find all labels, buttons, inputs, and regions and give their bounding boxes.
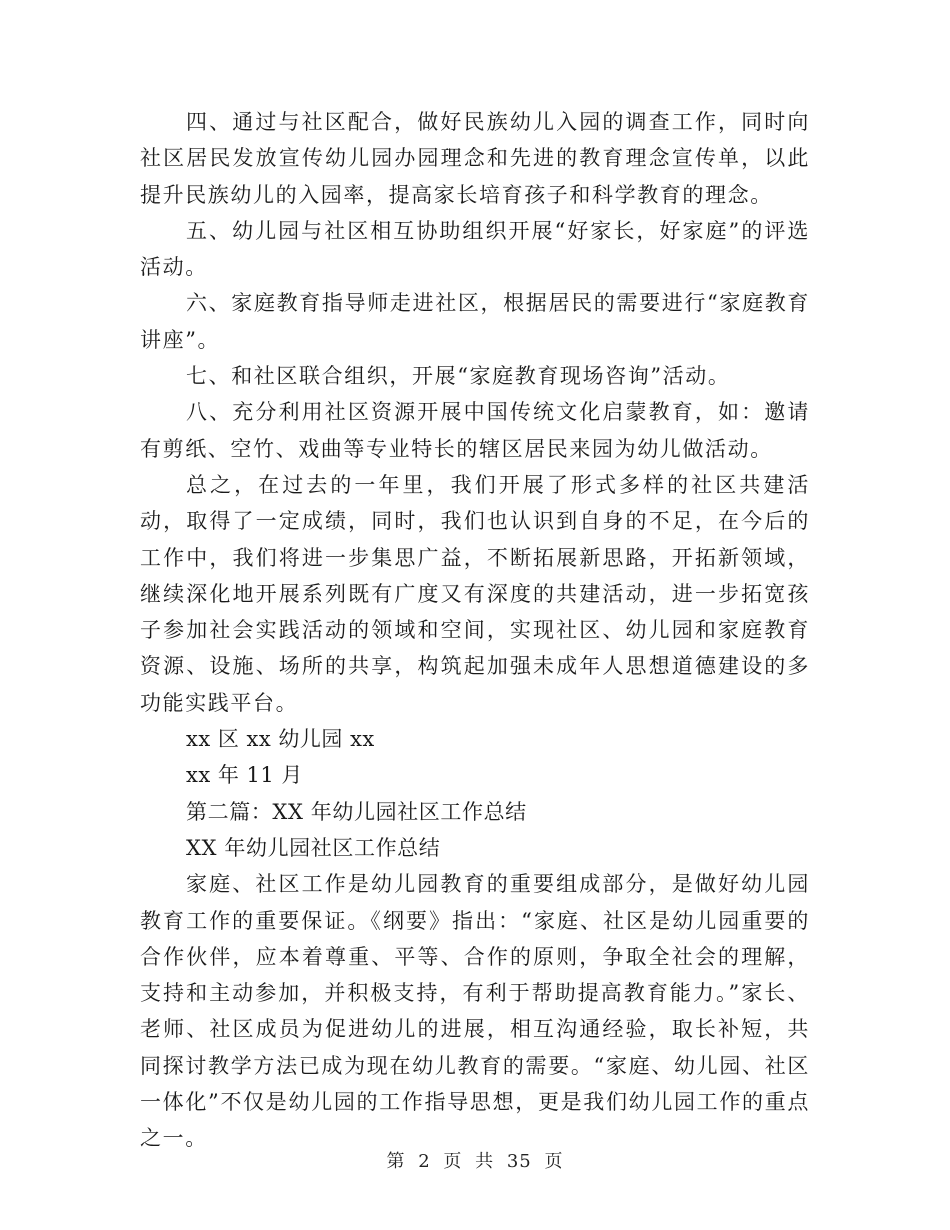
- body-paragraph: 家庭、社区工作是幼儿园教育的重要组成部分，是做好幼儿园教育工作的重要保证。《纲要》指出：“家庭、社区是幼儿园重要的合作伙伴，应本着尊重、平等、合作的原则，争取全社会的理解，支持和主动参加，并积极支持，有利于帮助提高教育能力。”家长、老师、社区成员为促进幼儿的进展，相互沟通经验，取长补短，共同探讨教学方法已成为现在幼儿教育的需要。“家庭、幼儿园、社区一体化”不仅是幼儿园的工作指导思想，更是我们幼儿园工作的重点之一。: [140, 872, 810, 1151]
- paragraph-item-7: 七、和社区联合组织，开展“家庭教育现场咨询”活动。: [186, 364, 731, 389]
- signature-org: xx 区 xx 幼儿园 xx: [186, 727, 375, 752]
- signature-date: xx 年 11 月: [186, 763, 303, 788]
- paragraph-item-4: 四、通过与社区配合，做好民族幼儿入园的调查工作，同时向社区居民发放宣传幼儿园办园理念和先进的教育理念宣传单，以此提升民族幼儿的入园率，提高家长培育孩子和科学教育的理念。: [140, 110, 810, 207]
- page-footer: 第 2 页 共 35 页: [386, 1151, 564, 1172]
- paragraph-item-5: 五、幼儿园与社区相互协助组织开展“好家长，好家庭”的评选活动。: [140, 218, 810, 280]
- paragraph-item-6: 六、家庭教育指导师走进社区，根据居民的需要进行“家庭教育讲座”。: [140, 291, 810, 352]
- document-body: [140, 104, 810, 1157]
- summary-paragraph: 总之，在过去的一年里，我们开展了形式多样的社区共建活动，取得了一定成绩，同时，我们也认识到自身的不足，在今后的工作中，我们将进一步集思广益，不断拓展新思路，开拓新领域，继续深化地开展系列既有广度又有深度的共建活动，进一步拓宽孩子参加社会实践活动的领域和空间，实现社区、幼儿园和家庭教育资源、设施、场所的共享，构筑起加强未成年人思想道德建设的多功能实践平台。: [140, 472, 810, 715]
- paragraph-item-8: 八、充分利用社区资源开展中国传统文化启蒙教育，如：邀请有剪纸、空竹、戏曲等专业特长的辖区居民来园为幼儿做活动。: [140, 400, 810, 461]
- section-title: XX 年幼儿园社区工作总结: [186, 835, 441, 860]
- section-heading: 第二篇：XX 年幼儿园社区工作总结: [186, 799, 527, 824]
